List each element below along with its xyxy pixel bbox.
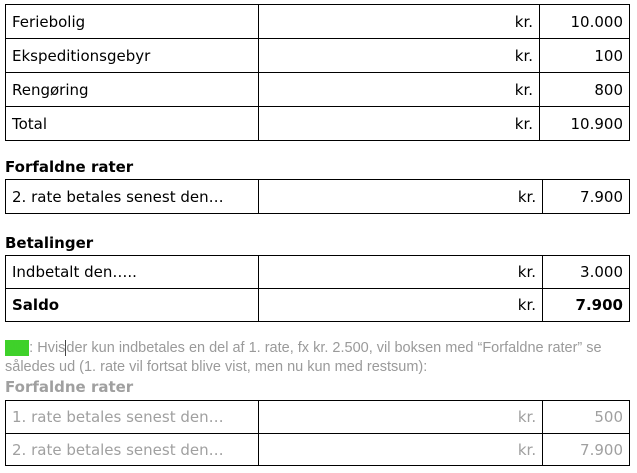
row-amount: 10.000 (540, 5, 630, 39)
row-currency: kr. (258, 289, 542, 322)
table-row (6, 5, 630, 39)
table-row (6, 73, 630, 107)
note-paragraph (5, 339, 630, 377)
note-text-start: : Hvis (29, 340, 66, 356)
row-label: 2. rate betales senest den… (6, 180, 259, 214)
example-heading: Forfaldne rater (5, 378, 134, 396)
row-amount: 10.900 (540, 107, 630, 141)
row-currency: kr. (258, 107, 539, 141)
row-label: Saldo (6, 289, 259, 322)
row-label: Rengøring (6, 73, 259, 107)
row-label: Total (6, 107, 259, 141)
row-label: Feriebolig (6, 5, 259, 39)
example-table (5, 400, 630, 466)
row-label: 2. rate betales senest den… (6, 434, 259, 466)
summary-table (5, 4, 630, 141)
row-amount: 7.900 (543, 180, 630, 214)
row-label: 1. rate betales senest den… (6, 401, 259, 434)
note-text-rest: der kun indbetales en del af 1. rate, fx kr. 2.500, vil boksen med “Forfaldne rater” se således ud (1. rate vil fortsat blive vist, men nu kun med restsum): (5, 340, 602, 375)
row-currency: kr. (258, 73, 539, 107)
row-label: Ekspeditionsgebyr (6, 39, 259, 73)
row-currency: kr. (258, 5, 539, 39)
table-row (6, 434, 630, 466)
table-row-total (6, 289, 630, 322)
row-currency: kr. (258, 401, 542, 434)
table-row (6, 256, 630, 289)
row-currency: kr. (258, 256, 542, 289)
row-amount: 100 (540, 39, 630, 73)
payments-table (5, 255, 630, 322)
table-row (6, 401, 630, 434)
row-currency: kr. (258, 180, 542, 214)
row-amount: 7.900 (543, 434, 630, 466)
row-amount: 500 (543, 401, 630, 434)
note-highlight: NB! (5, 340, 30, 356)
row-label: Indbetalt den….. (6, 256, 259, 289)
table-row (6, 107, 630, 141)
row-amount: 3.000 (543, 256, 630, 289)
table-row (6, 180, 630, 214)
table-row (6, 39, 630, 73)
row-amount: 7.900 (543, 289, 630, 322)
row-currency: kr. (258, 434, 542, 466)
row-currency: kr. (258, 39, 539, 73)
row-amount: 800 (540, 73, 630, 107)
due-rates-table (5, 179, 630, 214)
due-rates-heading: Forfaldne rater (5, 158, 134, 176)
payments-heading: Betalinger (5, 234, 94, 252)
